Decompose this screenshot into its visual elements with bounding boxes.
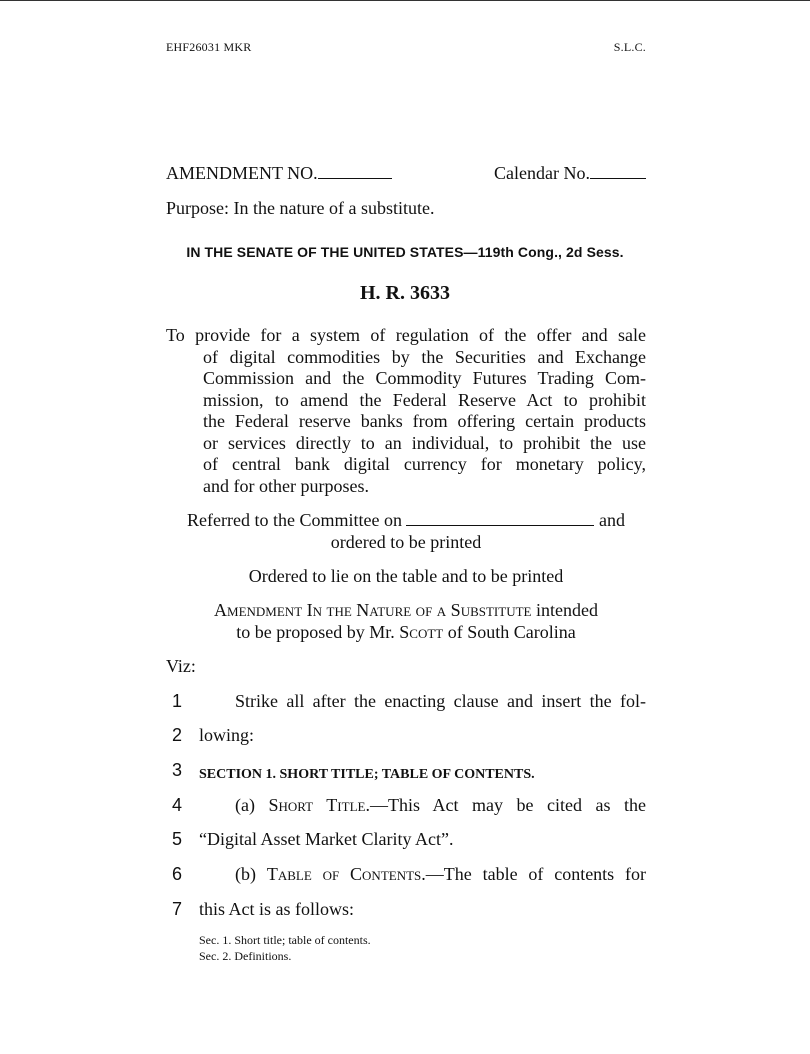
line-number: 1 xyxy=(171,691,182,711)
amendment-number-blank xyxy=(318,177,392,179)
calendar-number-line xyxy=(494,163,646,184)
bill-text-line xyxy=(199,899,646,920)
long-title-line: of central bank digital currency for monetary policy, xyxy=(203,454,646,474)
bill-text-line xyxy=(199,864,646,885)
committee-blank xyxy=(406,524,594,526)
referred-suffix: and xyxy=(598,510,625,530)
long-title-line: the Federal reserve banks from offering certain products xyxy=(203,411,646,431)
bill-number: H. R. 3633 xyxy=(360,282,450,304)
ordered-to-lie: Ordered to lie on the table and to be printed xyxy=(248,566,564,586)
calendar-label: Calendar No. xyxy=(494,163,590,183)
amendment-number-line xyxy=(166,163,392,184)
long-title-line: Commission and the Commodity Futures Trading Com- xyxy=(203,368,646,388)
line-number: 2 xyxy=(171,725,182,745)
amendment-nature-intended: intended xyxy=(535,600,598,620)
bill-text-line xyxy=(199,725,646,746)
bill-text: lowing: xyxy=(199,725,255,745)
line-number: 5 xyxy=(171,829,182,849)
referred-to-committee xyxy=(166,509,646,553)
bill-text: “Digital Asset Market Clarity Act”. xyxy=(199,829,454,849)
proposed-by: to be proposed by Mr. xyxy=(236,622,395,642)
purpose-line: Purpose: In the nature of a substitute. xyxy=(166,198,435,218)
long-title-line: or services directly to an individual, to prohibit the use xyxy=(203,432,646,453)
subsection-marker: (b) xyxy=(235,864,256,884)
sponsor-state: of South Carolina xyxy=(447,622,576,642)
bill-text: this Act is as follows: xyxy=(199,899,355,919)
referred-line-2: ordered to be printed xyxy=(330,532,482,552)
subsection-text xyxy=(199,795,646,816)
line-number: 4 xyxy=(171,795,182,815)
subsection-text xyxy=(199,864,646,885)
bill-text: Strike all after the enacting clause and insert the fol- xyxy=(235,691,646,711)
amendment-label: AMENDMENT NO. xyxy=(166,163,318,183)
referred-line-1 xyxy=(166,509,646,531)
amendment-nature-line-2 xyxy=(166,621,646,643)
senate-heading-text: IN THE SENATE OF THE UNITED STATES—119th Cong., 2d Sess. xyxy=(186,244,624,260)
subsection-body: .—The table of contents for xyxy=(421,864,647,884)
bill-text-line xyxy=(199,795,646,816)
subsection-heading: Table of Contents xyxy=(266,864,422,884)
bill-text-line xyxy=(199,691,646,712)
bill-text-line xyxy=(199,829,646,850)
subsection-marker: (a) xyxy=(235,795,255,815)
bill-text-line xyxy=(199,762,646,783)
long-title xyxy=(166,325,646,497)
document-code: EHF26031 MKR xyxy=(166,40,252,54)
senate-heading xyxy=(0,244,810,260)
slc-marker: S.L.C. xyxy=(613,40,646,54)
subsection-body: .—This Act may be cited as the xyxy=(365,795,646,815)
sponsor-name: Scott xyxy=(399,622,444,642)
amendment-nature-statement xyxy=(166,599,646,643)
toc-entry: Sec. 1. Short title; table of contents. xyxy=(199,933,371,947)
long-title-line: of digital commodities by the Securities and Exchange xyxy=(203,346,646,367)
calendar-number-blank xyxy=(590,177,646,179)
long-title-line: mission, to amend the Federal Reserve Act to prohibit xyxy=(203,389,646,410)
referred-prefix: Referred to the Committee on xyxy=(187,510,402,530)
subsection-heading: Short Title xyxy=(268,795,366,815)
long-title-continuation xyxy=(166,347,646,498)
line-number: 6 xyxy=(171,864,182,884)
section-heading: SECTION 1. SHORT TITLE; TABLE OF CONTENTS. xyxy=(199,767,535,782)
long-title-line: To provide for a system of regulation of the offer and sale xyxy=(166,325,646,345)
amendment-nature-title: Amendment In the Nature of a Substitute xyxy=(214,600,532,620)
page-top-border xyxy=(0,0,810,1)
line-number: 3 xyxy=(171,760,182,780)
toc-entry: Sec. 2. Definitions. xyxy=(199,949,292,963)
table-of-contents xyxy=(199,932,371,964)
amendment-nature-line-1 xyxy=(166,599,646,621)
viz-label: Viz: xyxy=(166,656,196,676)
long-title-line: and for other purposes. xyxy=(203,475,369,496)
line-number: 7 xyxy=(171,899,182,919)
